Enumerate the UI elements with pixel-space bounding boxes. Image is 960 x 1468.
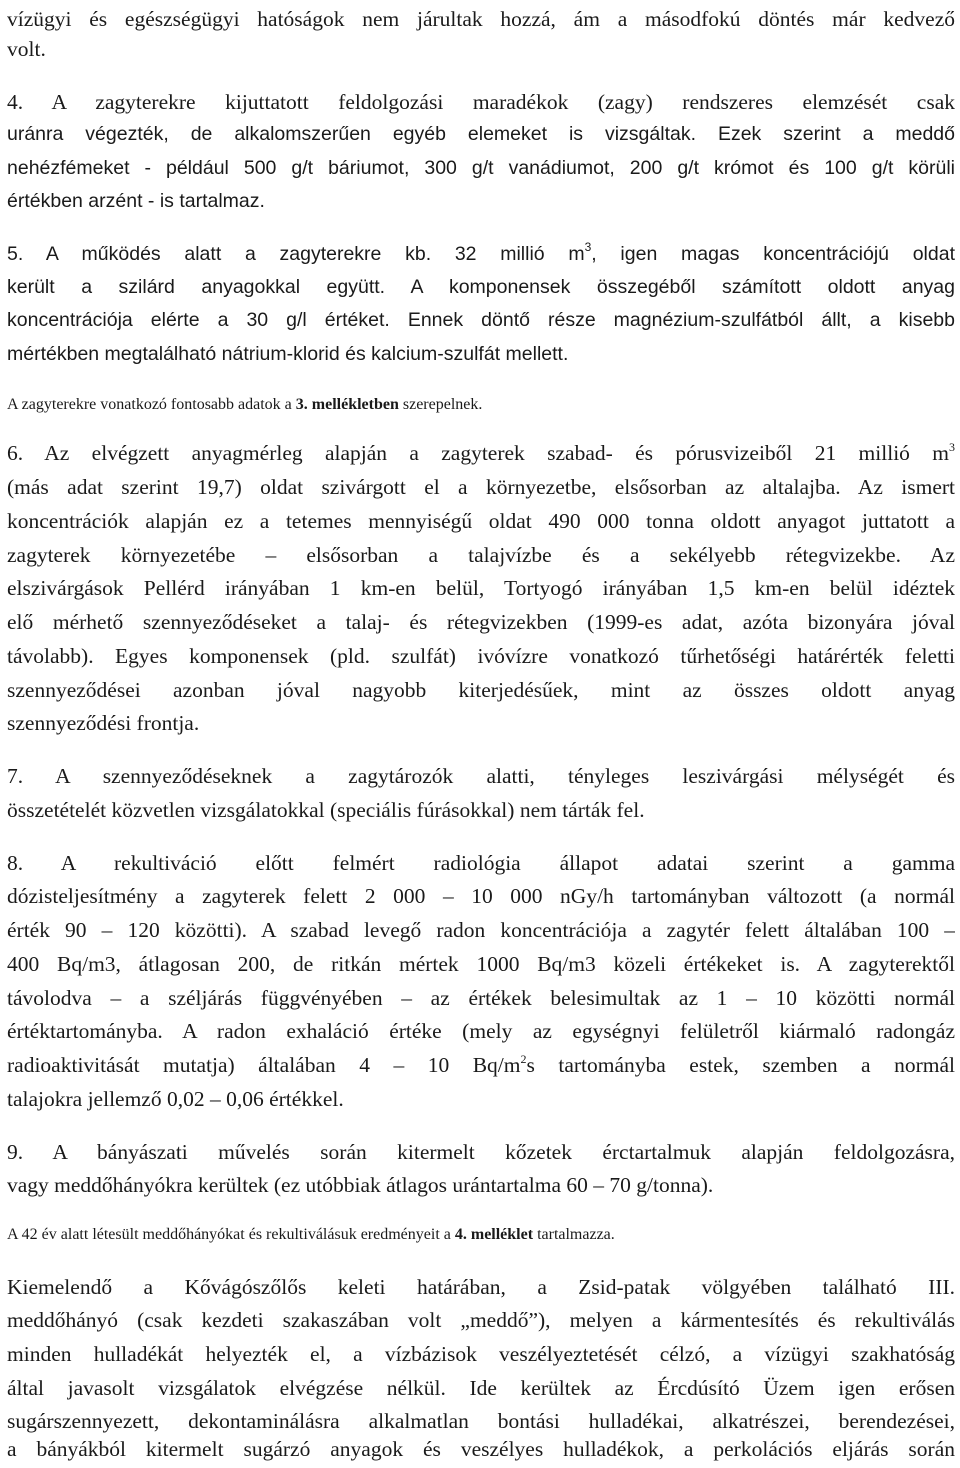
- text-line: [7, 239, 955, 273]
- text-line: [7, 438, 955, 472]
- annex-reference: 4. melléklet: [454, 1226, 534, 1243]
- text-line: elszivárgások Pellérd irányában 1 km-en belül, Tortyogó irányában 1,5 km-en belül idéztek: [7, 576, 955, 600]
- annex-note: [7, 1224, 955, 1258]
- text-line: sugárszennyezett, dekontaminálásra alkalmatlan bontási hulladékai, alkatrészei, berendezései,: [7, 1409, 955, 1433]
- superscript: 3: [949, 440, 955, 454]
- text-line: 7. A szennyeződéseknek a zagytározók alatti, tényleges leszivárgási mélységét és: [7, 764, 955, 788]
- text-line: távolodva – a széljárás függvényében – az értékek belesimultak az 1 – 10 közötti normál: [7, 986, 955, 1010]
- text-line: Kiemelendő a Kővágószőlős keleti határában, a Zsid-patak völgyében található III.: [7, 1275, 955, 1299]
- text-line: vízügyi és egészségügyi hatóságok nem járultak hozzá, ám a másodfokú döntés már kedvező: [7, 7, 955, 31]
- text-line: minden hulladékát helyezték el, a vízbázisok veszélyeztetését célzó, a vízügyi szakhatóság: [7, 1342, 955, 1366]
- text-span: tartalmazza.: [533, 1226, 615, 1243]
- text-span: , igen magas koncentrációjú oldat: [591, 243, 955, 265]
- text-line: uránra végezték, de alkalomszerűen egyéb elemeket is vizsgáltak. Ezek szerint a meddő: [7, 123, 955, 145]
- text-span: szerepelnek.: [398, 396, 483, 413]
- text-line: koncentrációk alapján ez a tetemes mennyiségű oldat 490 000 tonna oldott anyagot juttatott a: [7, 509, 955, 533]
- superscript: 2: [520, 1052, 527, 1066]
- text-line: nehézfémeket - például 500 g/t báriumot, 300 g/t vanádiumot, 200 g/t krómot és 100 g/t körüli: [7, 157, 955, 179]
- text-span: radioaktivitását mutatja) általában 4 – 10 Bq/m: [7, 1053, 521, 1077]
- text-span: 6. Az elvégzett anyagmérleg alapján a zagyterek szabad- és pórusvizeiből 21 millió m: [7, 441, 949, 465]
- text-line: a bányákból kitermelt sugárzó anyagok és veszélyes hulladékok, a perkolációs eljárás során: [7, 1437, 955, 1461]
- text-line: által javasolt vizsgálatok elvégzése nélkül. Ide kerültek az Ércdúsító Üzem igen erősen: [7, 1376, 955, 1400]
- text-line: volt.: [7, 37, 46, 61]
- text-line: érték 90 – 120 közötti). A szabad levegő radon koncentrációja a zagytér felett általában 100 –: [7, 918, 955, 942]
- text-line: összetételét közvetlen vizsgálatokkal (speciális fúrásokkal) nem tárták fel.: [7, 798, 645, 822]
- superscript: 3: [584, 240, 592, 254]
- text-line: zagyterek környezetébe – elsősorban a talajvízbe és a sekélyebb rétegvizekbe. Az: [7, 543, 955, 567]
- text-span: s tartományba estek, szemben a normál: [526, 1053, 955, 1077]
- annex-reference: 3. mellékletben: [295, 396, 399, 413]
- text-line: 4. A zagyterekre kijuttatott feldolgozási maradékok (zagy) rendszeres elemzését csak: [7, 90, 955, 114]
- text-line: mértékben megtalálható nátrium-klorid és kalcium-szulfát mellett.: [7, 343, 569, 365]
- text-line: értéktartományba. A radon exhaláció értéke (mely az egységnyi felületről kiármaló radongáz: [7, 1019, 955, 1043]
- text-line: talajokra jellemző 0,02 – 0,06 értékkel.: [7, 1087, 344, 1111]
- text-span: A 42 év alatt létesült meddőhányókat és rekultiválásuk eredményeit a: [7, 1226, 455, 1243]
- text-line: távolabb). Egyes komponensek (pld. szulfát) ivóvízre vonatkozó tűrhetőségi határérték feletti: [7, 644, 955, 668]
- text-line: került a szilárd anyagokkal együtt. A komponensek összegéből számított oldott anyag: [7, 276, 955, 298]
- text-line: 400 Bq/m3, átlagosan 200, de ritkán mértek 1000 Bq/m3 közeli értékeket is. A zagyterektől: [7, 952, 955, 976]
- text-line: meddőhányó (csak kezdeti szakaszában volt „meddő”), melyen a kármentesítés és rekultiválás: [7, 1308, 955, 1332]
- text-line: dózisteljesítmény a zagyterek felett 2 000 – 10 000 nGy/h tartományban változott (a normál: [7, 884, 955, 908]
- text-line: elő mérhető szennyeződéseket a talaj- és rétegvizekben (1999-es adat, azóta bizonyára jóval: [7, 610, 955, 634]
- text-line: (más adat szerint 19,7) oldat szivárgott el a környezetbe, elsősorban az altalajba. Az ismert: [7, 475, 955, 499]
- text-line: vagy meddőhányókra kerültek (ez utóbbiak átlagos urántartalma 60 – 70 g/tonna).: [7, 1173, 714, 1197]
- text-line: koncentrációja elérte a 30 g/l értéket. Ennek döntő része magnézium-szulfátból állt, a kisebb: [7, 309, 955, 331]
- text-span: 5. A működés alatt a zagyterekre kb. 32 millió m: [7, 243, 585, 265]
- annex-note: [7, 394, 955, 428]
- text-line: szennyeződései azonban jóval nagyobb kiterjedésűek, mint az összes oldott anyag: [7, 678, 955, 702]
- text-line: 9. A bányászati művelés során kitermelt kőzetek érctartalmuk alapján feldolgozásra,: [7, 1140, 955, 1164]
- text-line: 8. A rekultiváció előtt felmért radiológia állapot adatai szerint a gamma: [7, 851, 955, 875]
- text-line: értékben arzént - is tartalmaz.: [7, 190, 265, 212]
- text-line: szennyeződési frontja.: [7, 711, 200, 735]
- text-span: A zagyterekre vonatkozó fontosabb adatok a: [7, 396, 296, 413]
- text-line: [7, 1050, 955, 1084]
